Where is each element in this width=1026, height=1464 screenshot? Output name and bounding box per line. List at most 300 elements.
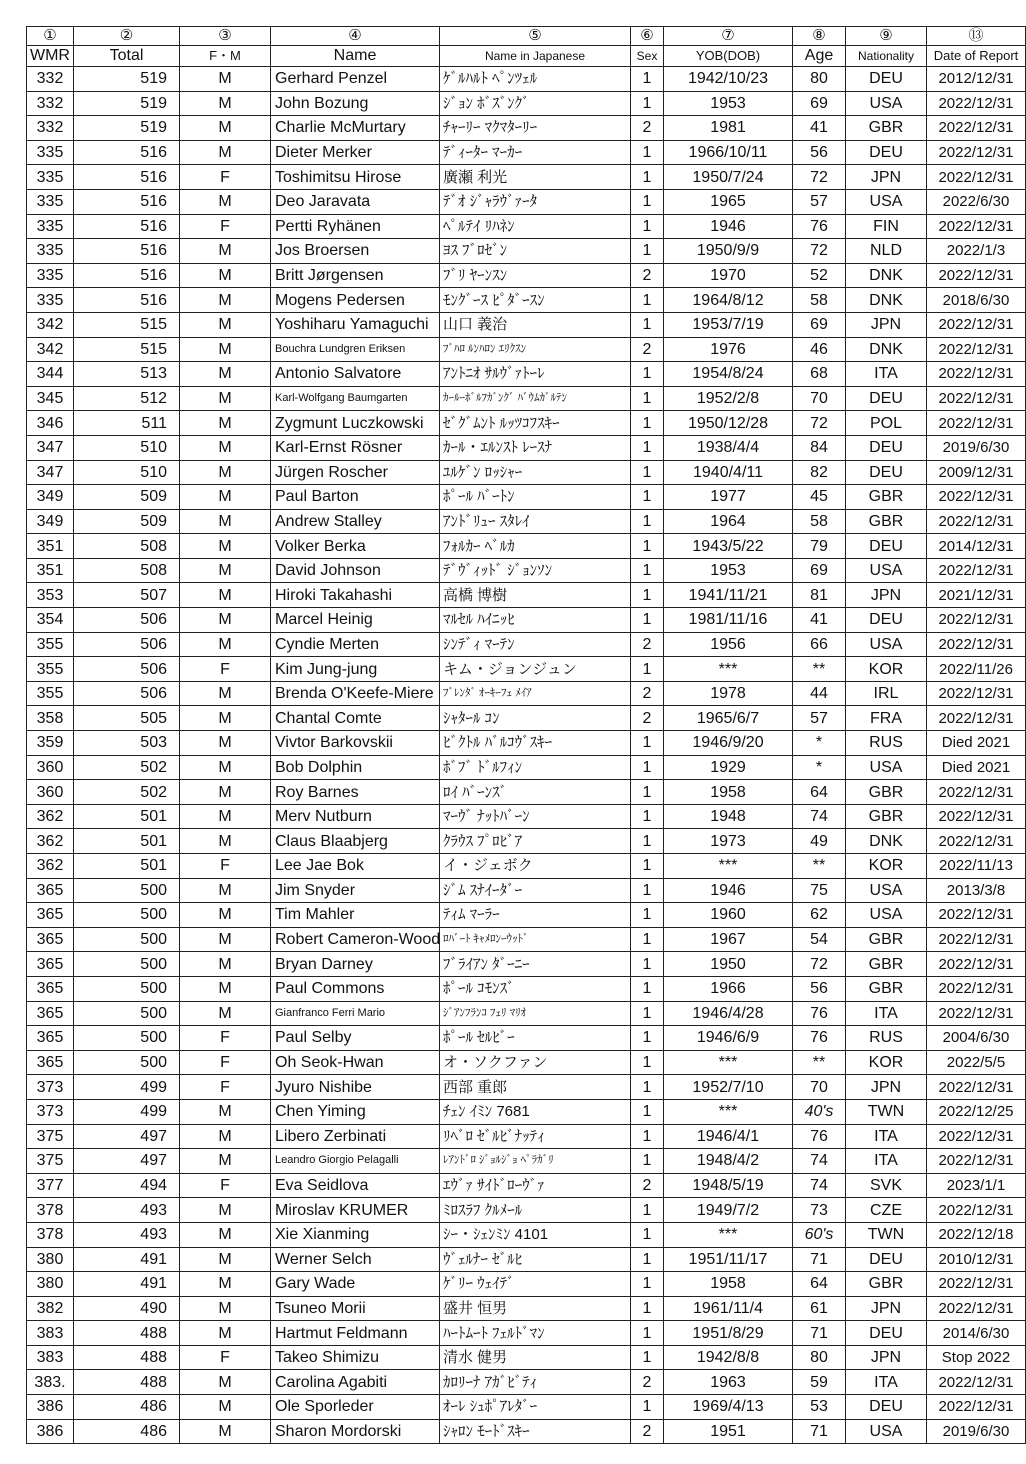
total-cell: 500 [74,976,180,1001]
table-row [27,1321,1026,1346]
fm-cell: M [180,829,271,854]
japanese-name-cell: ﾕﾙｹﾞﾝ ﾛｯｼｬｰ [440,460,631,485]
total-cell: 499 [74,1099,180,1124]
total-cell: 516 [74,263,180,288]
nationality-cell: RUS [846,1026,927,1051]
name-cell: Sharon Mordorski [271,1419,440,1444]
wmr-cell: 377 [27,1173,74,1198]
yob-cell: 1965/6/7 [664,706,793,731]
age-cell: 45 [793,485,846,510]
japanese-name-cell: イ・ジェボク [440,854,631,879]
table-row [27,1198,1026,1223]
yob-cell: 1941/11/21 [664,583,793,608]
age-cell: 56 [793,140,846,165]
report-date-cell: 2022/11/13 [927,854,1026,879]
table-row [27,386,1026,411]
report-date-cell: 2019/6/30 [927,435,1026,460]
table-row [27,312,1026,337]
age-cell: 74 [793,1173,846,1198]
name-cell: Hiroki Takahashi [271,583,440,608]
name-cell: David Johnson [271,558,440,583]
wmr-cell: 360 [27,755,74,780]
nationality-cell: DEU [846,386,927,411]
sex-cell: 2 [631,263,664,288]
total-cell: 488 [74,1321,180,1346]
fm-cell: M [180,1296,271,1321]
fm-cell: M [180,509,271,534]
nationality-cell: DEU [846,140,927,165]
header-nationality: Nationality [846,46,927,67]
age-cell: 73 [793,1198,846,1223]
header-name-japanese: Name in Japanese [440,46,631,67]
japanese-name-cell: ﾖｽ ﾌﾞﾛｾﾞﾝ [440,239,631,264]
name-cell: Karl-Ernst Rösner [271,435,440,460]
age-cell: ** [793,854,846,879]
wmr-cell: 365 [27,903,74,928]
fm-cell: F [180,1345,271,1370]
total-cell: 493 [74,1222,180,1247]
name-cell: Paul Selby [271,1026,440,1051]
sex-cell: 1 [631,1395,664,1420]
sex-cell: 1 [631,854,664,879]
name-cell: Libero Zerbinati [271,1124,440,1149]
report-date-cell: 2022/12/31 [927,91,1026,116]
japanese-name-cell: 高橋 博樹 [440,583,631,608]
name-cell: Werner Selch [271,1247,440,1272]
fm-cell: F [180,854,271,879]
fm-cell: M [180,1149,271,1174]
total-cell: 500 [74,1050,180,1075]
total-cell: 490 [74,1296,180,1321]
fm-cell: M [180,140,271,165]
wmr-cell: 362 [27,829,74,854]
yob-cell: 1965 [664,189,793,214]
name-cell: Bouchra Lundgren Eriksen [271,337,440,362]
name-cell: Claus Blaabjerg [271,829,440,854]
sex-cell: 1 [631,1149,664,1174]
nationality-cell: DNK [846,829,927,854]
yob-cell: 1958 [664,1272,793,1297]
japanese-name-cell: ｼﾞｱﾝﾌﾗﾝｺ ﾌｪﾘ ﾏﾘｵ [440,1001,631,1026]
japanese-name-cell: ｱﾝﾄﾆｵ ｻﾙｳﾞｧﾄｰﾚ [440,362,631,387]
name-cell: Oh Seok-Hwan [271,1050,440,1075]
fm-cell: M [180,1419,271,1444]
sex-cell: 1 [631,67,664,92]
sex-cell: 1 [631,608,664,633]
wmr-cell: 332 [27,67,74,92]
age-cell: 54 [793,927,846,952]
nationality-cell: DEU [846,67,927,92]
total-cell: 494 [74,1173,180,1198]
yob-cell: 1976 [664,337,793,362]
total-cell: 506 [74,632,180,657]
total-cell: 509 [74,485,180,510]
nationality-cell: NLD [846,239,927,264]
column-header-row [27,46,1026,67]
table-row [27,755,1026,780]
wmr-cell: 380 [27,1247,74,1272]
nationality-cell: POL [846,411,927,436]
header-date-of-report: Date of Report [927,46,1026,67]
yob-cell: 1951/11/17 [664,1247,793,1272]
sex-cell: 1 [631,1247,664,1272]
total-cell: 516 [74,165,180,190]
total-cell: 497 [74,1124,180,1149]
table-row [27,1222,1026,1247]
japanese-name-cell: ﾃｨﾑ ﾏｰﾗｰ [440,903,631,928]
age-cell: ** [793,657,846,682]
japanese-name-cell: ﾏﾙｾﾙ ﾊｲﾆｯﾋ [440,608,631,633]
wmr-cell: 365 [27,952,74,977]
age-cell: * [793,755,846,780]
wmr-cell: 347 [27,460,74,485]
nationality-cell: DEU [846,1395,927,1420]
name-cell: Jos Broersen [271,239,440,264]
total-cell: 510 [74,460,180,485]
nationality-cell: KOR [846,854,927,879]
name-cell: Merv Nutburn [271,804,440,829]
total-cell: 511 [74,411,180,436]
nationality-cell: JPN [846,1296,927,1321]
table-row [27,140,1026,165]
age-cell: 58 [793,288,846,313]
report-date-cell: 2022/12/18 [927,1222,1026,1247]
sex-cell: 1 [631,952,664,977]
japanese-name-cell: ｶｰﾙｰﾎﾞﾙﾌｶﾞﾝｸﾞ ﾊﾞｳﾑｶﾞﾙﾃﾝ [440,386,631,411]
sex-cell: 1 [631,411,664,436]
sex-cell: 1 [631,1222,664,1247]
japanese-name-cell: ﾚｱﾝﾄﾞﾛ ｼﾞｮﾙｼﾞｮ ﾍﾟﾗｶﾞﾘ [440,1149,631,1174]
fm-cell: M [180,1321,271,1346]
japanese-name-cell: ﾃﾞｵ ｼﾞｬﾗｳﾞｧｰﾀ [440,189,631,214]
fm-cell: M [180,312,271,337]
name-cell: Leandro Giorgio Pelagalli [271,1149,440,1174]
age-cell: 79 [793,534,846,559]
sex-cell: 1 [631,386,664,411]
age-cell: 49 [793,829,846,854]
fm-cell: F [180,1050,271,1075]
table-row [27,1370,1026,1395]
yob-cell: 1946/4/1 [664,1124,793,1149]
yob-cell: 1978 [664,681,793,706]
table-row [27,1345,1026,1370]
total-cell: 500 [74,1001,180,1026]
table-row [27,165,1026,190]
yob-cell: 1952/2/8 [664,386,793,411]
nationality-cell: USA [846,755,927,780]
yob-cell: 1950 [664,952,793,977]
yob-cell: 1951/8/29 [664,1321,793,1346]
report-date-cell: 2022/12/31 [927,780,1026,805]
japanese-name-cell: ﾌｫﾙｶｰ ﾍﾞﾙｶ [440,534,631,559]
header-name: Name [271,46,440,67]
fm-cell: M [180,116,271,141]
japanese-name-cell: ﾎﾞﾌﾞ ﾄﾞﾙﾌｨﾝ [440,755,631,780]
age-cell: 56 [793,976,846,1001]
report-date-cell: 2004/6/30 [927,1026,1026,1051]
table-row [27,288,1026,313]
sex-cell: 1 [631,189,664,214]
report-date-cell: 2022/12/31 [927,1395,1026,1420]
report-date-cell: 2018/6/30 [927,288,1026,313]
yob-cell: 1946/4/28 [664,1001,793,1026]
wmr-cell: 349 [27,509,74,534]
yob-cell: 1950/7/24 [664,165,793,190]
header-wmr: WMR [27,46,74,67]
japanese-name-cell: ﾎﾟｰﾙ ｺﾓﾝｽﾞ [440,976,631,1001]
total-cell: 497 [74,1149,180,1174]
name-cell: Gianfranco Ferri Mario [271,1001,440,1026]
report-date-cell: 2022/12/31 [927,1124,1026,1149]
report-date-cell: 2022/12/31 [927,1272,1026,1297]
age-cell: 52 [793,263,846,288]
fm-cell: M [180,755,271,780]
name-cell: Jim Snyder [271,878,440,903]
age-cell: 70 [793,1075,846,1100]
fm-cell: M [180,362,271,387]
table-row [27,878,1026,903]
total-cell: 491 [74,1247,180,1272]
fm-cell: M [180,1099,271,1124]
wmr-cell: 365 [27,1050,74,1075]
japanese-name-cell: ﾘﾍﾞﾛ ｾﾞﾙﾋﾞﾅｯﾃｨ [440,1124,631,1149]
table-row [27,657,1026,682]
age-cell: * [793,731,846,756]
age-cell: 66 [793,632,846,657]
sex-cell: 1 [631,804,664,829]
total-cell: 516 [74,140,180,165]
sex-cell: 1 [631,903,664,928]
yob-cell: 1969/4/13 [664,1395,793,1420]
report-date-cell: 2022/1/3 [927,239,1026,264]
report-date-cell: 2021/12/31 [927,583,1026,608]
column-number: ⑧ [793,27,846,46]
fm-cell: F [180,1026,271,1051]
nationality-cell: GBR [846,485,927,510]
nationality-cell: GBR [846,780,927,805]
report-date-cell: 2022/12/31 [927,386,1026,411]
report-date-cell: 2022/11/26 [927,657,1026,682]
sex-cell: 1 [631,731,664,756]
nationality-cell: ITA [846,1370,927,1395]
japanese-name-cell: ﾃﾞｨｰﾀｰ ﾏｰｶｰ [440,140,631,165]
age-cell: 71 [793,1321,846,1346]
table-body [27,67,1026,1444]
sex-cell: 2 [631,681,664,706]
nationality-cell: GBR [846,976,927,1001]
column-number: ⑥ [631,27,664,46]
table-row [27,1050,1026,1075]
table-row [27,1149,1026,1174]
name-cell: Jyuro Nishibe [271,1075,440,1100]
table-row [27,952,1026,977]
wmr-cell: 335 [27,288,74,313]
wmr-cell: 383. [27,1370,74,1395]
name-cell: Pertti Ryhänen [271,214,440,239]
yob-cell: 1938/4/4 [664,435,793,460]
total-cell: 508 [74,558,180,583]
wmr-cell: 355 [27,632,74,657]
nationality-cell: GBR [846,116,927,141]
wmr-cell: 355 [27,681,74,706]
japanese-name-cell: ｸﾗｳｽ ﾌﾟﾛﾋﾞｱ [440,829,631,854]
age-cell: 62 [793,903,846,928]
age-cell: 41 [793,116,846,141]
table-row [27,337,1026,362]
nationality-cell: ITA [846,1149,927,1174]
fm-cell: F [180,165,271,190]
wmr-cell: 335 [27,239,74,264]
sex-cell: 1 [631,878,664,903]
fm-cell: F [180,1075,271,1100]
table-row [27,67,1026,92]
name-cell: Paul Barton [271,485,440,510]
japanese-name-cell: ｼｬﾛﾝ ﾓｰﾄﾞｽｷｰ [440,1419,631,1444]
nationality-cell: TWN [846,1099,927,1124]
report-date-cell: 2022/12/31 [927,1198,1026,1223]
nationality-cell: JPN [846,1345,927,1370]
yob-cell: *** [664,1222,793,1247]
wmr-cell: 365 [27,1026,74,1051]
name-cell: Xie Xianming [271,1222,440,1247]
japanese-name-cell: 山口 義治 [440,312,631,337]
fm-cell: M [180,386,271,411]
table-row [27,1124,1026,1149]
name-cell: Yoshiharu Yamaguchi [271,312,440,337]
fm-cell: M [180,189,271,214]
name-cell: Chen Yiming [271,1099,440,1124]
table-row [27,1272,1026,1297]
total-cell: 502 [74,755,180,780]
japanese-name-cell: ﾌﾞﾗｲｱﾝ ﾀﾞｰﾆｰ [440,952,631,977]
japanese-name-cell: ｳﾞｪﾙﾅｰ ｾﾞﾙﾋ [440,1247,631,1272]
japanese-name-cell: ｼﾞｮﾝ ﾎﾞｽﾞﾝｸﾞ [440,91,631,116]
name-cell: Zygmunt Luczkowski [271,411,440,436]
report-date-cell: 2022/12/31 [927,1075,1026,1100]
table-row [27,91,1026,116]
fm-cell: M [180,976,271,1001]
nationality-cell: FIN [846,214,927,239]
fm-cell: M [180,288,271,313]
yob-cell: 1943/5/22 [664,534,793,559]
name-cell: Miroslav KRUMER [271,1198,440,1223]
column-number: ③ [180,27,271,46]
column-number: ② [74,27,180,46]
report-date-cell: 2022/12/31 [927,214,1026,239]
yob-cell: 1973 [664,829,793,854]
sex-cell: 1 [631,312,664,337]
wmr-cell: 386 [27,1395,74,1420]
report-date-cell: 2009/12/31 [927,460,1026,485]
fm-cell: M [180,411,271,436]
report-date-cell: 2022/12/31 [927,485,1026,510]
age-cell: 69 [793,91,846,116]
table-row [27,534,1026,559]
nationality-cell: DEU [846,435,927,460]
japanese-name-cell: ﾛｲ ﾊﾞｰﾝｽﾞ [440,780,631,805]
report-date-cell: 2022/12/31 [927,952,1026,977]
sex-cell: 1 [631,927,664,952]
fm-cell: M [180,1222,271,1247]
yob-cell: 1942/8/8 [664,1345,793,1370]
table-row [27,509,1026,534]
sex-cell: 2 [631,632,664,657]
report-date-cell: 2019/6/30 [927,1419,1026,1444]
report-date-cell: 2022/12/31 [927,976,1026,1001]
wmr-cell: 362 [27,804,74,829]
name-cell: Antonio Salvatore [271,362,440,387]
total-cell: 499 [74,1075,180,1100]
nationality-cell: JPN [846,312,927,337]
table-row [27,780,1026,805]
report-date-cell: 2022/12/31 [927,411,1026,436]
sex-cell: 1 [631,214,664,239]
total-cell: 500 [74,927,180,952]
yob-cell: 1948 [664,804,793,829]
age-cell: 69 [793,312,846,337]
yob-cell: 1948/5/19 [664,1173,793,1198]
column-number-row [27,27,1026,46]
yob-cell: 1953/7/19 [664,312,793,337]
total-cell: 509 [74,509,180,534]
nationality-cell: USA [846,903,927,928]
wmr-cell: 375 [27,1124,74,1149]
total-cell: 516 [74,214,180,239]
total-cell: 516 [74,189,180,214]
report-date-cell: 2022/12/31 [927,1296,1026,1321]
wmr-cell: 351 [27,558,74,583]
name-cell: Eva Seidlova [271,1173,440,1198]
name-cell: Mogens Pedersen [271,288,440,313]
column-number: ⑬ [927,27,1026,46]
fm-cell: M [180,780,271,805]
yob-cell: 1960 [664,903,793,928]
column-number: ⑦ [664,27,793,46]
fm-cell: M [180,91,271,116]
name-cell: Dieter Merker [271,140,440,165]
japanese-name-cell: ﾛﾊﾞｰﾄ ｷｬﾒﾛﾝｰｳｯﾄﾞ [440,927,631,952]
report-date-cell: 2022/12/31 [927,165,1026,190]
total-cell: 513 [74,362,180,387]
nationality-cell: GBR [846,509,927,534]
fm-cell: M [180,927,271,952]
total-cell: 519 [74,67,180,92]
yob-cell: 1946 [664,878,793,903]
table-row [27,1395,1026,1420]
total-cell: 486 [74,1395,180,1420]
fm-cell: M [180,435,271,460]
sex-cell: 1 [631,829,664,854]
table-row [27,239,1026,264]
wmr-cell: 335 [27,165,74,190]
age-cell: 80 [793,67,846,92]
total-cell: 500 [74,878,180,903]
japanese-name-cell: オ・ソクファン [440,1050,631,1075]
sex-cell: 1 [631,485,664,510]
table-row [27,1075,1026,1100]
wmr-cell: 345 [27,386,74,411]
report-date-cell: Died 2021 [927,731,1026,756]
fm-cell: M [180,1370,271,1395]
nationality-cell: ITA [846,362,927,387]
yob-cell: *** [664,854,793,879]
table-row [27,1001,1026,1026]
name-cell: Tsuneo Morii [271,1296,440,1321]
report-date-cell: 2022/12/31 [927,140,1026,165]
nationality-cell: ITA [846,1124,927,1149]
yob-cell: 1964 [664,509,793,534]
age-cell: 76 [793,1026,846,1051]
